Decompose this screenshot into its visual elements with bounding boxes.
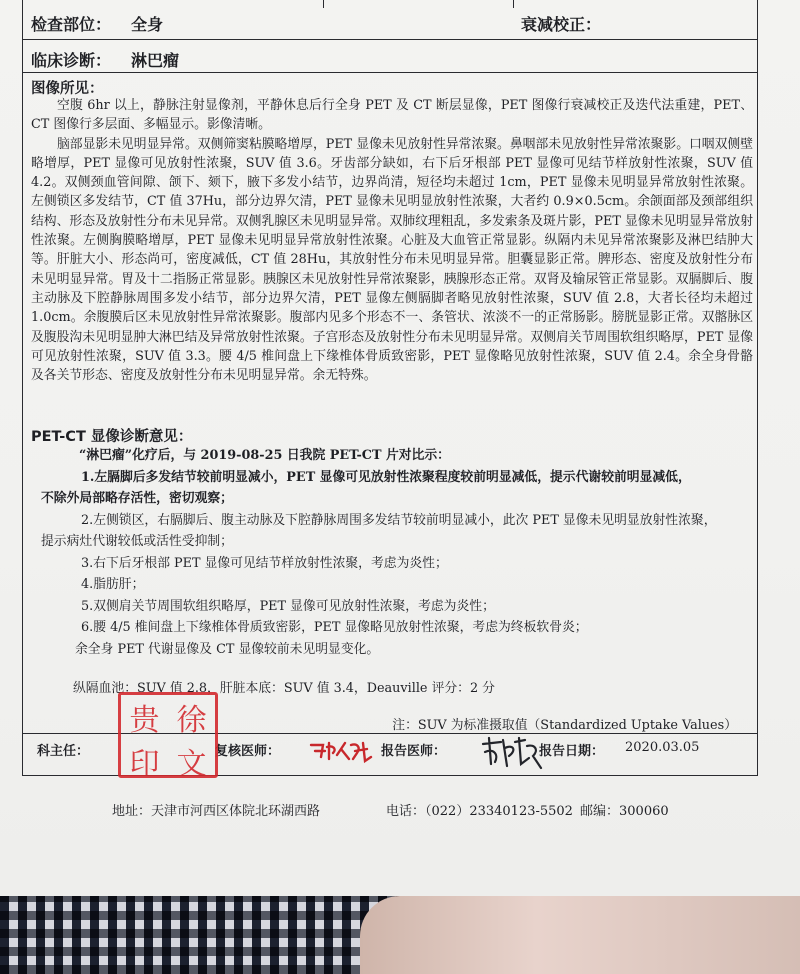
diagnosis-label: 临床诊断：: [31, 51, 112, 70]
footer-postcode: 邮编：300060: [580, 804, 669, 819]
findings-paragraph: 脑部显影未见明显异常。双侧筛窦粘膜略增厚，PET 显像未见放射性异常浓聚。鼻咽部未见放射性异常浓聚影。口咽双侧壁略增厚，PET 显像可见放射性浓聚，SUV 值 3.6。牙齿部分缺如，右下后牙根部 PET 显像可见结节样放射性浓聚，SUV 值 4.2。双侧颈血管间隙、颌下、颏下，腋下多发小结节，边界尚清，短径均未超过 1cm，PET 显像未见明显异常放射性浓聚。左侧锁区多发结节，CT 值 37Hu，部分边界欠清，PET 显像未见明显放射性浓聚，大者约 0.9×0.5cm。余颌面部及颈部组织结构、形态及放射性分布未见异常。双侧乳腺区未见明显异常。双肺纹理粗乱，多发索条及斑片影，PET 显像未见明显异常放射性浓聚。左侧胸膜略增厚，PET 显像未见明显异常放射性浓聚。心脏及大血管正常显影。纵隔内未见异常浓聚影及淋巴结肿大等。肝脏大小、形态尚可，密度减低，CT 值 28Hu，其放射性分布未见明显异常。胆囊显影正常。脾形态、密度及放射性分布未见明显异常。胃及十二指肠正常显影。胰腺区未见放射性异常浓聚影，胰腺形态正常。双肾及输尿管正常显影。双膈脚后、腹主动脉及下腔静脉周围多发小结节，部分边界欠清，PET 显像左侧膈脚者略见放射性浓聚，SUV 值 2.8，大者长径均未超过 1.0cm。余腹膜后区未见放射性异常浓聚影。腹部内见多个形态不一、条管状、浓淡不一的正常肠影。膀胱显影正常。双髂脉区及腹股沟未见明显肿大淋巴结及异常放射性浓聚。子宫形态及放射性分布未见明显异常。双侧肩关节周围软组织略厚，PET 显像可见放射性浓聚，SUV 值 3.3。腰 4/5 椎间盘上下缘椎体骨质致密影，PET 显像略见放射性浓聚，SUV 值 2.4。余全身骨骼及各关节形态、密度及放射性分布未见明显异常。余无特殊。: [31, 136, 753, 384]
impression-rest: 余全身 PET 代谢显像及 CT 显像较前未见明显变化。: [75, 641, 380, 657]
reviewer-signature-image: [307, 737, 377, 767]
impression-item-6: 6.腰 4/5 椎间盘上下缘椎体骨质致密影，PET 显像略见放射性浓聚，考虑为终板软骨炎；: [81, 620, 588, 635]
suv-reference-line: 纵隔血池：SUV 值 2.8，肝脏本底：SUV 值 3.4，Deauville 评分：2 分: [73, 681, 495, 696]
background-hand: [360, 896, 800, 974]
reporter-label: 报告医师：: [381, 744, 447, 759]
impression-item-2-cont: 提示病灶代谢较低或活性受抑制；: [41, 534, 233, 549]
exam-site-label: 检查部位：: [31, 15, 112, 34]
exam-site-value: 全身: [131, 15, 164, 34]
report-date: 2020.03.05: [625, 740, 700, 755]
impression-item-3: 3.右下后牙根部 PET 显像可见结节样放射性浓聚，考虑为炎性；: [81, 555, 448, 571]
date-label: 报告日期：: [539, 744, 605, 759]
stamp-char: 贵: [129, 703, 160, 738]
footer-address: 地址：天津市河西区体院北环湖西路: [112, 804, 321, 819]
exam-site-row: [23, 0, 757, 40]
director-seal-stamp: [118, 692, 218, 782]
reviewer-label: 复核医师：: [215, 744, 281, 759]
impression-item-1-cont: 不除外局部略存活性，密切观察；: [41, 491, 233, 506]
footer-phone: 电话：（022）23340123-5502: [386, 804, 573, 819]
report-frame: [22, 0, 758, 782]
impression-item-5: 5.双侧肩关节周围软组织略厚，PET 显像可见放射性浓聚，考虑为炎性；: [81, 598, 495, 614]
impression-body: [31, 445, 753, 660]
findings-title: 图像所见：: [31, 81, 104, 97]
impression-item-4: 4.脂肪肝；: [81, 577, 145, 592]
diagnosis-value: 淋巴瘤: [131, 51, 180, 70]
stamp-char: 徐: [176, 703, 207, 738]
impression-item-2: 2.左侧锁区，右膈脚后、腹主动脉及下腔静脉周围多发结节较前明显减小，此次 PET 显像未见明显放射性浓聚，: [81, 512, 717, 528]
impression-context: “淋巴瘤”化疗后，与 2019-08-25 日我院 PET-CT 片对比示：: [79, 448, 450, 463]
reporter-signature-image: [479, 734, 549, 772]
suv-note: 注：SUV 为标准摄取值（Standardized Uptake Values）: [392, 718, 737, 733]
impression-item-1: 1.左膈脚后多发结节较前明显减小，PET 显像可见放射性浓聚程度较前明显减低，提示代谢较前明显减低，: [81, 469, 691, 485]
findings-body: [31, 96, 753, 385]
diagnosis-row: [23, 40, 757, 73]
director-label: 科主任：: [37, 744, 90, 759]
attenuation-label: 衰减校正：: [521, 15, 602, 34]
findings-paragraph: 空腹 6hr 以上，静脉注射显像剂，平静休息后行全身 PET 及 CT 断层显像，PET 图像行衰减校正及迭代法重建，PET、CT 图像行多层面、多幅显示。影像清晰。: [31, 98, 753, 133]
impression-title: PET-CT 显像诊断意见：: [31, 429, 193, 445]
stamp-char: 文: [176, 747, 207, 782]
stamp-char: 印: [129, 747, 160, 782]
